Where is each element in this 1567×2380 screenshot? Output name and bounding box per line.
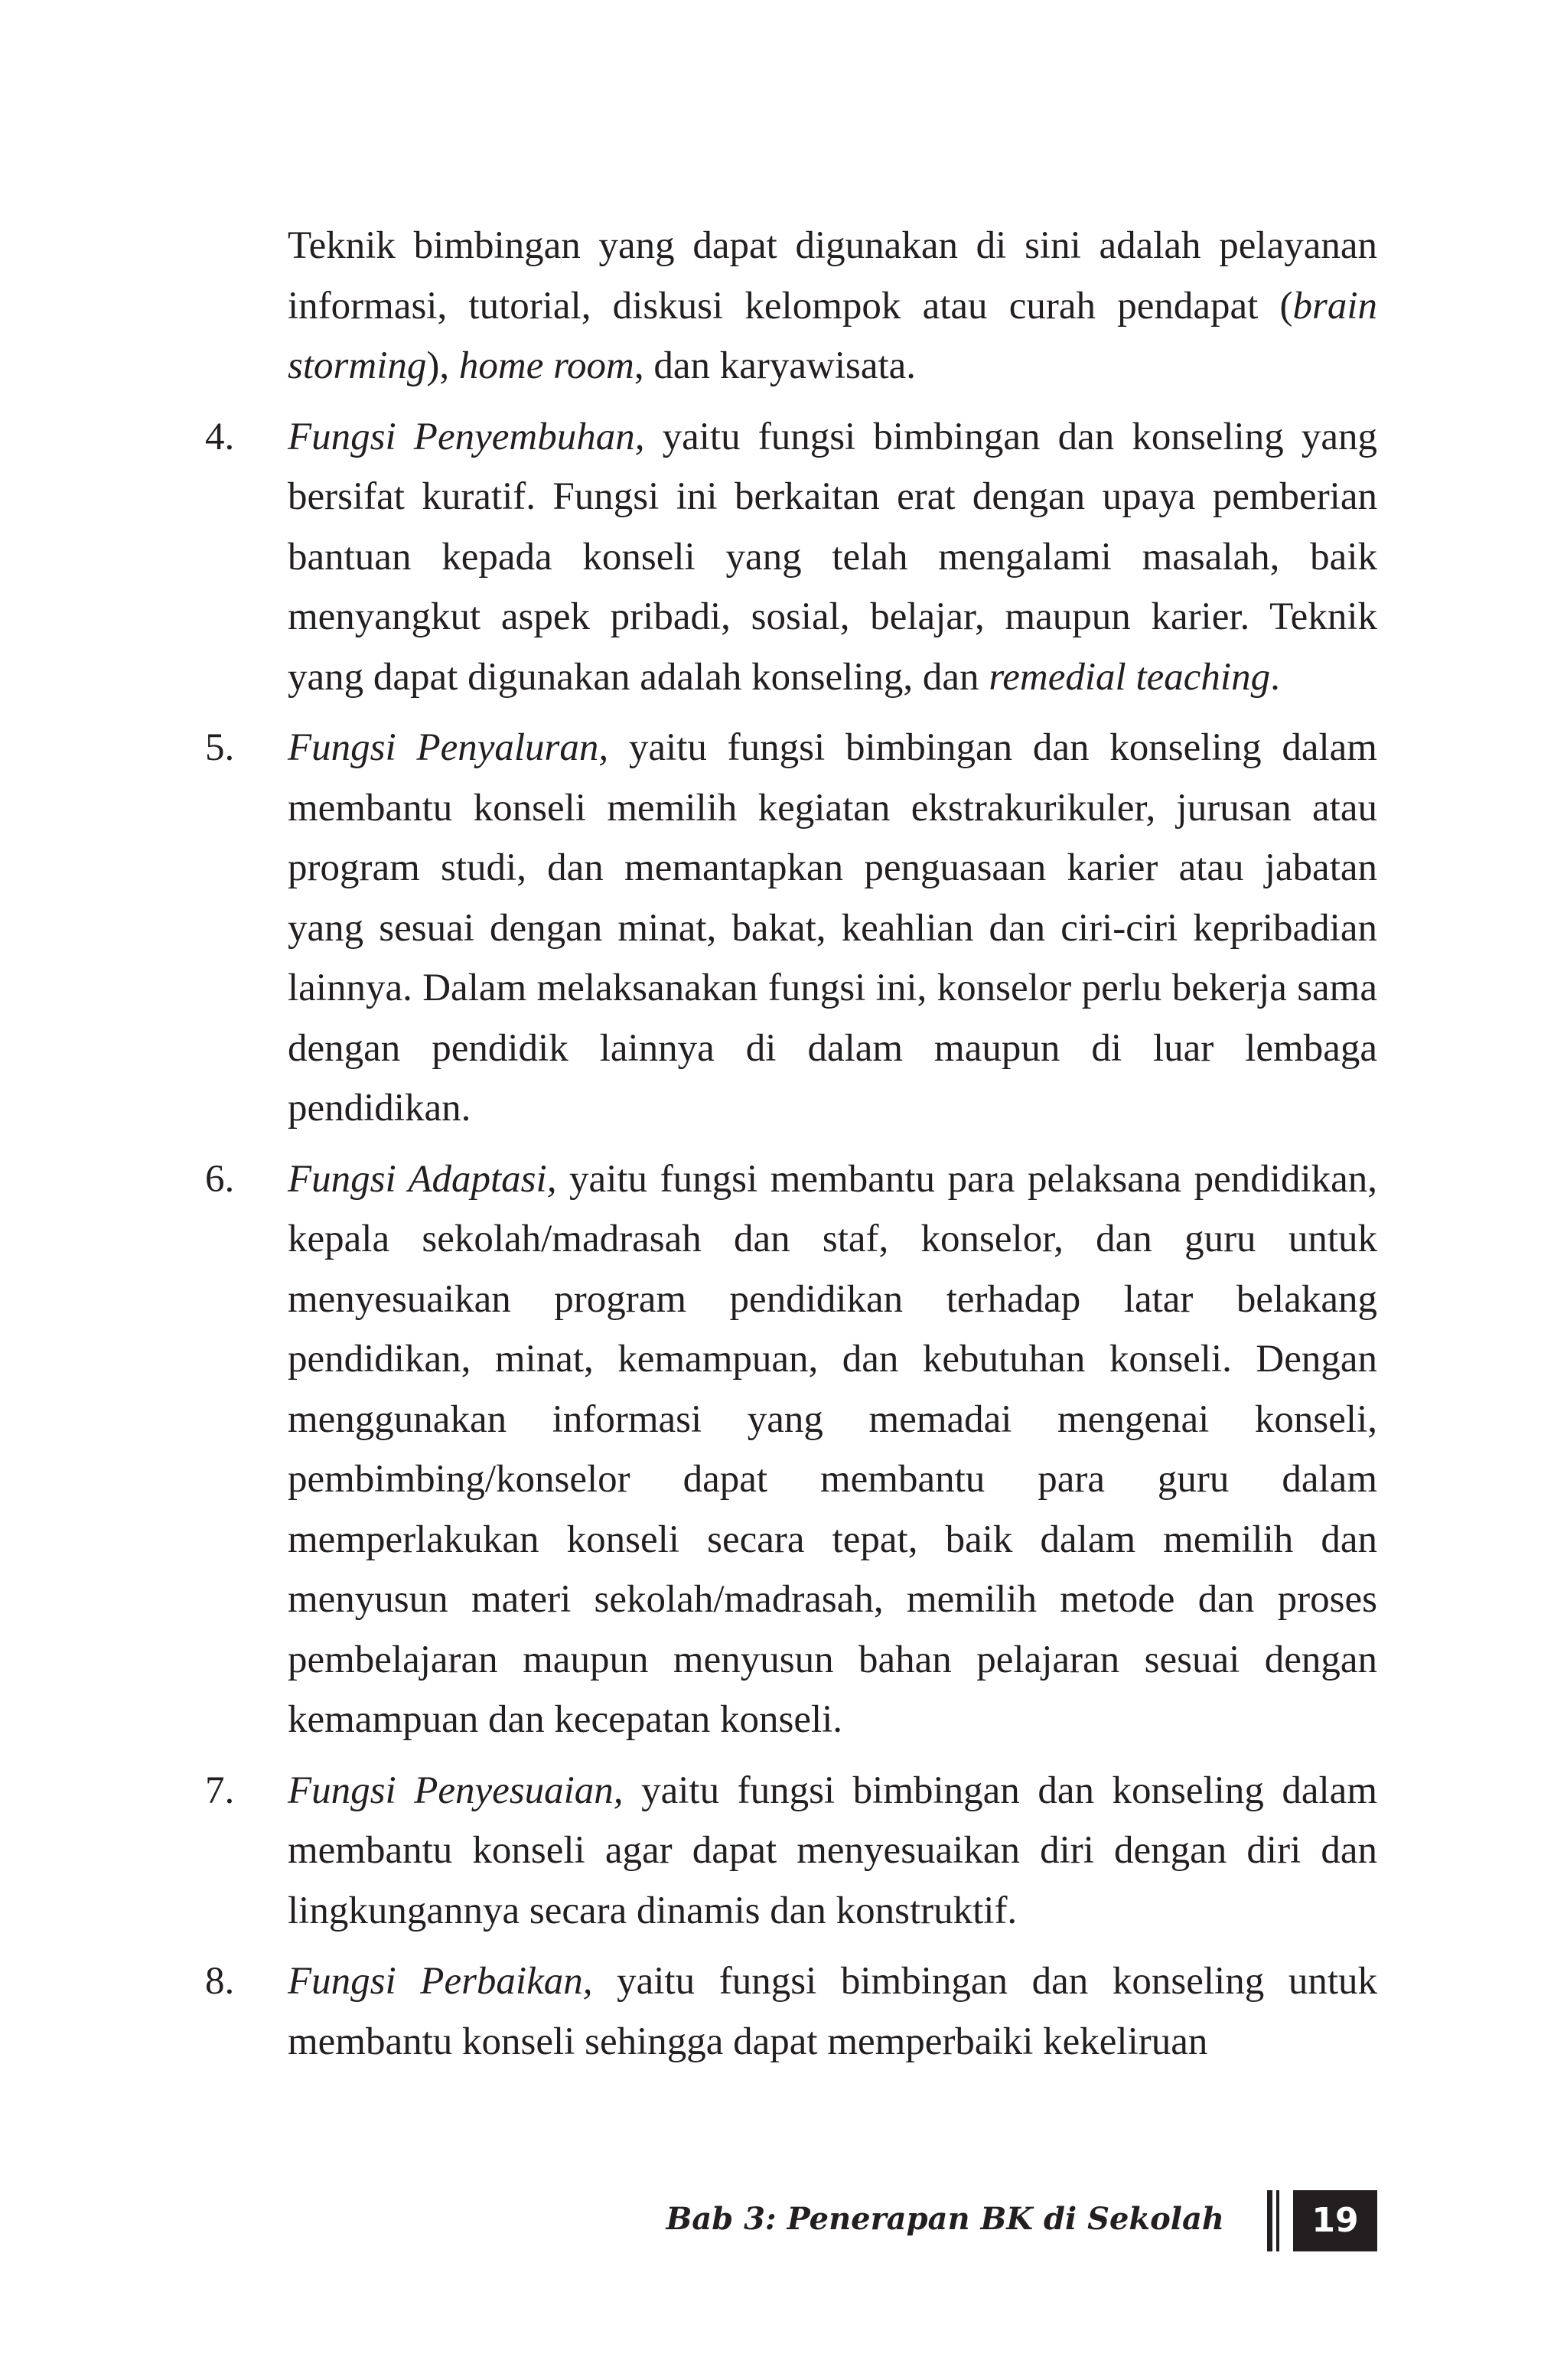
list-item (205, 1761, 1377, 1941)
intro-paragraph (288, 216, 1377, 396)
item-number: 8. (205, 1960, 235, 2003)
item-number: 4. (205, 415, 235, 458)
intro-italic-1: brain storming (288, 284, 1377, 387)
page-body (0, 216, 1567, 2072)
item-italic: remedial teaching (989, 655, 1271, 699)
item-text: yaitu fungsi bimbingan dan konseling untuk membantu konseli sehingga dapat memperbaiki kekeliruan (288, 1960, 1377, 2063)
function-list (0, 407, 1567, 2072)
item-term: Fungsi Perbaikan, (288, 1960, 593, 2003)
item-number: 5. (205, 726, 235, 769)
item-text: yaitu fungsi bimbingan dan konseling dalam membantu konseli agar dapat menyesuaikan diri dengan diri dan lingkungannya secara dinamis dan konstruktif. (288, 1769, 1377, 1932)
page-footer (0, 2190, 1567, 2251)
page-number: 19 (1293, 2190, 1377, 2251)
intro-text-3: , dan karyawisata. (634, 344, 917, 387)
item-term: Fungsi Penyaluran, (288, 726, 609, 769)
item-term: Fungsi Adaptasi, (288, 1157, 557, 1201)
item-text: yaitu fungsi bimbingan dan konseling yang bersifat kuratif. Fungsi ini berkaitan erat dengan upaya pemberian bantuan kepada konseli yang telah mengalami masalah, baik menyangkut aspek pribadi, sosial, belajar, maupun karier. Teknik yang dapat digunakan adalah konseling, dan (288, 415, 1377, 699)
list-item (205, 1149, 1378, 1750)
item-term: Fungsi Penyembuhan, (288, 415, 645, 458)
list-item (205, 1951, 1377, 2072)
item-text-end: . (1270, 655, 1280, 699)
intro-text-2: ), (426, 344, 459, 387)
item-term: Fungsi Penyesuaian, (288, 1769, 624, 1812)
divider-bar-thin (1276, 2190, 1279, 2251)
item-text: yaitu fungsi bimbingan dan konseling dalam membantu konseli memilih kegiatan ekstrakurikuler, jurusan atau program studi, dan memantapkan penguasaan karier atau jabatan yang sesuai dengan minat, bakat, keahlian dan ciri-ciri kepribadian lainnya. Dalam melaksanakan fungsi ini, konselor perlu bekerja sama dengan pendidik lainnya di dalam maupun di luar lembaga pendidikan. (288, 726, 1377, 1130)
chapter-title: Bab 3: Penerapan BK di Sekolah (666, 2201, 1224, 2237)
divider-bar-thick (1267, 2190, 1272, 2251)
item-number: 7. (205, 1769, 235, 1812)
list-item (205, 718, 1377, 1139)
intro-italic-2: home room (458, 344, 634, 387)
intro-text-1: Teknik bimbingan yang dapat digunakan di sini adalah pelayanan informasi, tutorial, diskusi kelompok atau curah pendapat ( (288, 224, 1377, 328)
item-number: 6. (205, 1157, 235, 1201)
footer-divider (1267, 2190, 1282, 2251)
list-item (205, 407, 1377, 708)
item-text: yaitu fungsi membantu para pelaksana pendidikan, kepala sekolah/madrasah dan staf, konselor, dan guru untuk menyesuaikan program pendidikan terhadap latar belakang pendidikan, minat, kemampuan, dan kebutuhan konseli. Dengan menggunakan informasi yang memadai mengenai konseli, pembimbing/konselor dapat membantu para guru dalam memperlakukan konseli secara tepat, baik dalam memilih dan menyusun materi sekolah/madrasah, memilih metode dan proses pembelajaran maupun menyusun bahan pelajaran sesuai dengan kemampuan dan kecepatan konseli. (288, 1157, 1378, 1741)
